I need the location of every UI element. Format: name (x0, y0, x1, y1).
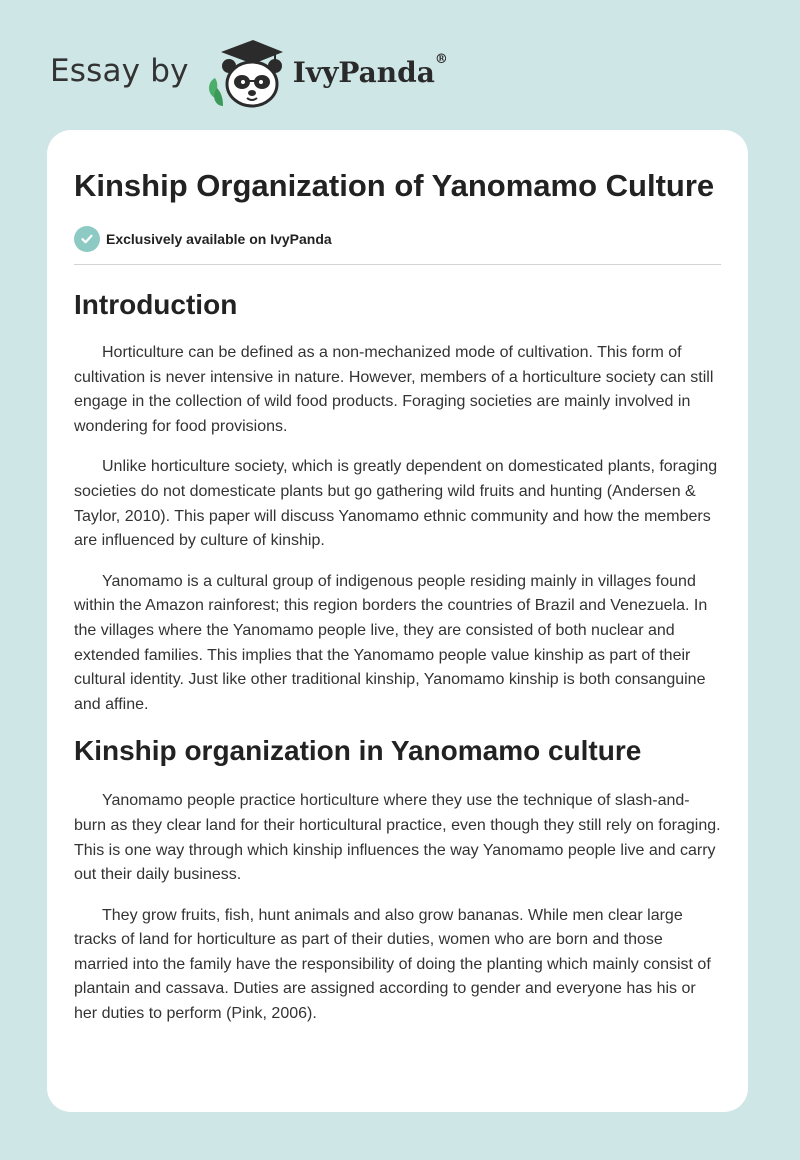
check-circle-icon (74, 226, 100, 252)
article-card (47, 130, 748, 1112)
panda-graduate-icon (203, 38, 287, 110)
paragraph: Yanomamo people practice horticulture where they use the technique of slash-and-burn as they clear land for their horticultural practice, even though they still rely on foraging. This is one way through which kinship influences the way Yanomamo people live and carry out their daily business. (74, 792, 721, 884)
exclusive-badge-text: Exclusively available on IvyPanda (106, 231, 332, 247)
registered-mark: ® (434, 51, 448, 67)
paragraph: They grow fruits, fish, hunt animals and also grow bananas. While men clear large tracks of land for horticulture as part of their duties, women who are born and those married into the family have the responsibility of doing the planting which mainly consist of plantain and cassava. Duties are assigned according to gender and everyone has his or her duties to perform (Pink, 2006). (74, 906, 711, 1023)
section-introduction (74, 287, 721, 717)
title-divider (74, 264, 721, 265)
section-heading: Kinship organization in Yanomamo culture (74, 735, 642, 767)
brand-header (50, 34, 448, 114)
paragraph: Yanomamo is a cultural group of indigenous people residing mainly in villages found within the Amazon rainforest; this region borders the countries of Brazil and Venezuela. In the villages where the Yanomamo people live, they are consisted of both nuclear and extended families. This implies that the Yanomamo people value kinship as part of their cultural identity. Just like other traditional kinship, Yanomamo kinship is both consanguine and affine. (74, 572, 708, 713)
section-heading: Introduction (74, 289, 238, 320)
section-kinship-organization (74, 733, 721, 1026)
brand-prefix: Essay by (50, 53, 189, 89)
article-title: Kinship Organization of Yanomamo Culture (74, 168, 715, 203)
exclusive-badge (74, 225, 721, 253)
brand-name: IvyPanda® (292, 51, 448, 89)
paragraph: Horticulture can be defined as a non-mechanized mode of cultivation. This form of cultivation is never intensive in nature. However, members of a horticulture society can still engage in the collection of wild food products. Foraging societies are mainly involved in wondering for food provisions. (74, 344, 714, 435)
paragraph: Unlike horticulture society, which is greatly dependent on domesticated plants, foraging societies do not domesticate plants but go gathering wild fruits and hunting (Andersen & Taylor, 2010). This paper will discuss Yanomamo ethnic community and how the members are influenced by culture of kinship. (74, 458, 718, 550)
